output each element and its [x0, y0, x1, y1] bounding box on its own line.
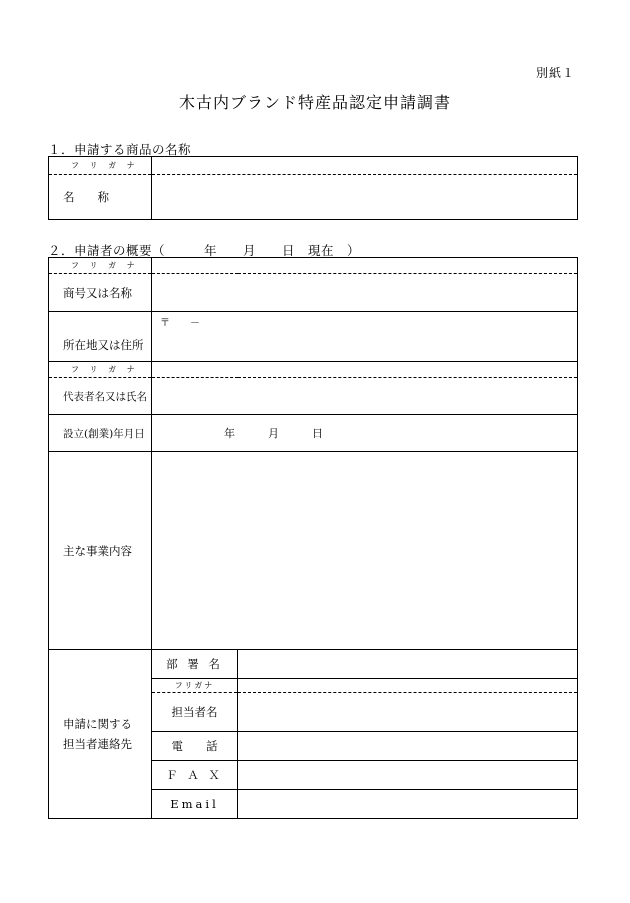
representative-label: 代表者名又は氏名 — [49, 378, 152, 415]
phone-field[interactable] — [238, 732, 578, 761]
founded-value: 年 月 日 — [224, 427, 323, 440]
phone-label: 電 話 — [152, 732, 238, 761]
business-label: 主な事業内容 — [49, 452, 152, 650]
contact-label-line1: 申請に関する — [63, 717, 132, 731]
address-label: 所在地又は住所 — [49, 312, 152, 362]
furigana-label: フ リ ガ ナ — [49, 362, 152, 378]
page-title: 木古内ブランド特産品認定申請調書 — [178, 93, 451, 112]
trade-name-field[interactable] — [152, 274, 578, 312]
founded-label: 設立(創業)年月日 — [49, 415, 152, 452]
contact-furigana-label: フリガナ — [152, 679, 238, 693]
postal-mark: 〒 － — [160, 318, 200, 329]
email-field[interactable] — [238, 790, 578, 819]
trade-name-furigana-field[interactable] — [152, 258, 578, 274]
email-label: Email — [152, 790, 238, 819]
fax-label: Ｆ Ａ Ｘ — [152, 761, 238, 790]
address-field[interactable] — [152, 312, 578, 362]
product-name-table — [48, 156, 578, 220]
business-field[interactable] — [152, 452, 578, 650]
person-label: 担当者名 — [152, 693, 238, 732]
product-furigana-field[interactable] — [152, 157, 578, 175]
product-name-label: 名 称 — [49, 175, 152, 220]
dept-field[interactable] — [238, 650, 578, 679]
section1-heading: １．申請する商品の名称 — [48, 142, 192, 157]
representative-field[interactable] — [152, 378, 578, 415]
founded-field[interactable] — [152, 415, 578, 452]
contact-furigana-field[interactable] — [238, 679, 578, 693]
applicant-table — [48, 257, 578, 819]
section2-heading: ２．申請者の概要（ 年 月 日 現在 ） — [48, 243, 361, 258]
trade-name-label: 商号又は名称 — [49, 274, 152, 312]
contact-label — [49, 650, 152, 819]
attachment-number: 別紙１ — [536, 66, 576, 80]
dept-label: 部 署 名 — [152, 650, 238, 679]
furigana-label: フ リ ガ ナ — [49, 258, 152, 274]
contact-label-line2: 担当者連絡先 — [63, 737, 132, 751]
person-field[interactable] — [238, 693, 578, 732]
rep-furigana-field[interactable] — [152, 362, 578, 378]
fax-field[interactable] — [238, 761, 578, 790]
product-name-field[interactable] — [152, 175, 578, 220]
furigana-label: フ リ ガ ナ — [49, 157, 152, 175]
